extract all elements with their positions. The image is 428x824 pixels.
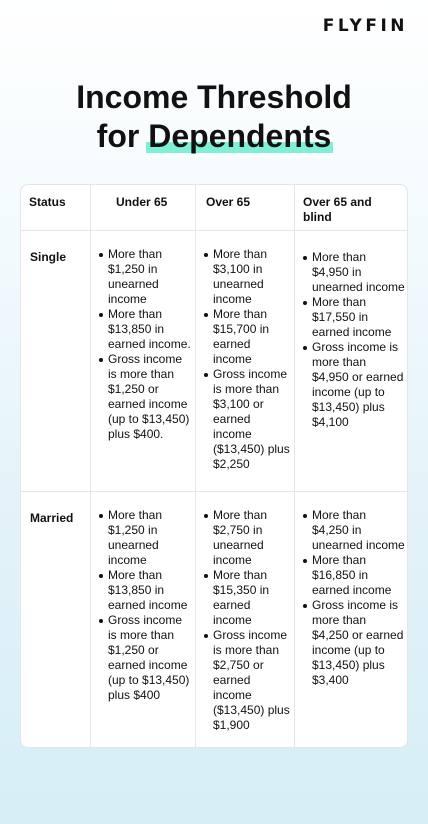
- page-title: [0, 78, 428, 156]
- list-item: Gross income is more than $4,250 or earned income (up to $13,450) plus $3,400: [299, 598, 405, 688]
- cell-single-over-65: [196, 231, 295, 491]
- bullet-list: [91, 492, 195, 703]
- table-row: [21, 492, 408, 748]
- list-item: Gross income is more than $3,100 or earned income ($13,450) plus $2,250: [200, 367, 290, 472]
- list-item: More than $1,250 in unearned income: [95, 247, 191, 307]
- list-item: Gross income is more than $4,950 or earned income (up to $13,450) plus $4,100: [299, 340, 405, 430]
- bullet-list: [91, 231, 195, 442]
- list-item: Gross income is more than $1,250 or earned income (up to $13,450) plus $400.: [95, 352, 191, 442]
- table-header-row: [21, 185, 408, 231]
- cell-married-over-65: [196, 492, 295, 748]
- header-status: Status: [21, 185, 91, 230]
- list-item: More than $15,700 in earned income: [200, 307, 290, 367]
- cell-single-over-65-blind: [295, 231, 408, 491]
- row-status-single: Single: [21, 231, 91, 491]
- list-item: More than $4,950 in unearned income: [299, 250, 405, 295]
- list-item: More than $4,250 in unearned income: [299, 508, 405, 553]
- row-status-married: Married: [21, 492, 91, 748]
- header-under-65: Under 65: [91, 185, 196, 230]
- list-item: More than $3,100 in unearned income: [200, 247, 290, 307]
- brand-logo: FLYFIN: [322, 16, 408, 36]
- income-threshold-table: [20, 184, 408, 748]
- list-item: Gross income is more than $1,250 or earned income (up to $13,450) plus $400: [95, 613, 191, 703]
- list-item: More than $2,750 in unearned income: [200, 508, 290, 568]
- header-over-65: Over 65: [196, 185, 295, 230]
- list-item: More than $1,250 in unearned income: [95, 508, 191, 568]
- cell-married-over-65-blind: [295, 492, 408, 748]
- bullet-list: [295, 231, 408, 430]
- table-row: [21, 231, 408, 492]
- list-item: More than $13,850 in earned income.: [95, 307, 191, 352]
- bullet-list: [196, 492, 294, 733]
- title-line-2-prefix: for: [96, 118, 149, 154]
- bullet-list: [295, 492, 408, 688]
- title-line-1: Income Threshold: [76, 79, 352, 115]
- list-item: Gross income is more than $2,750 or earned income ($13,450) plus $1,900: [200, 628, 290, 733]
- cell-married-under-65: [91, 492, 196, 748]
- header-over-65-blind: Over 65 and blind: [303, 195, 372, 224]
- title-highlight: Dependents: [148, 118, 332, 154]
- cell-single-under-65: [91, 231, 196, 491]
- list-item: More than $17,550 in earned income: [299, 295, 405, 340]
- list-item: More than $16,850 in earned income: [299, 553, 405, 598]
- list-item: More than $13,850 in earned income: [95, 568, 191, 613]
- list-item: More than $15,350 in earned income: [200, 568, 290, 628]
- bullet-list: [196, 231, 294, 472]
